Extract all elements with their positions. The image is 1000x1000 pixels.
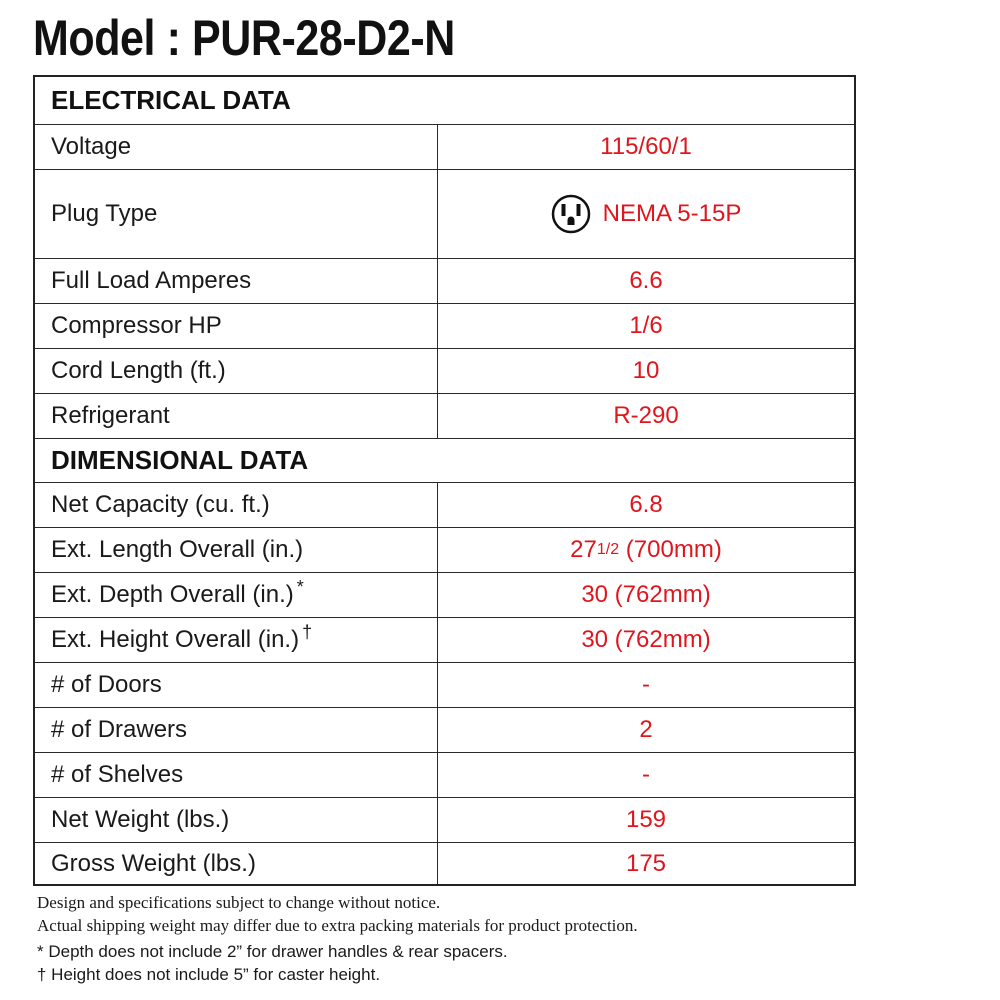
table-row-cord-length <box>35 349 854 394</box>
section-title: DIMENSIONAL DATA <box>51 445 309 475</box>
row-value: R-290 <box>613 402 679 429</box>
plug-type-value: NEMA 5-15P <box>602 200 742 227</box>
row-label: Compressor HP <box>35 304 438 348</box>
row-value: 6.8 <box>629 491 663 518</box>
row-label: Net Capacity (cu. ft.) <box>35 483 438 527</box>
row-label <box>35 618 438 662</box>
height-footnote: † Height does not include 5” for caster height. <box>37 965 381 984</box>
shipping-weight-note: Actual shipping weight may differ due to extra packing materials for product protection. <box>37 916 638 935</box>
table-row-plug-type <box>35 170 854 259</box>
row-value <box>438 528 854 572</box>
table-row-drawers <box>35 708 854 753</box>
table-row-ext-depth <box>35 573 854 618</box>
row-label: Net Weight (lbs.) <box>35 798 438 842</box>
row-label <box>35 573 438 617</box>
row-label: # of Doors <box>35 663 438 707</box>
row-value: 6.6 <box>629 267 663 294</box>
length-fraction: 1/2 <box>596 541 620 558</box>
row-value: 2 <box>639 716 653 743</box>
row-label: Plug Type <box>35 170 438 258</box>
row-value: 30 (762mm) <box>581 626 711 653</box>
table-row-full-load-amperes <box>35 259 854 304</box>
spec-table <box>33 75 856 886</box>
table-row-compressor-hp <box>35 304 854 349</box>
length-metric: (700mm) <box>619 536 722 563</box>
row-value <box>438 170 854 258</box>
row-label: # of Shelves <box>35 753 438 797</box>
table-row-net-weight <box>35 798 854 843</box>
table-row-voltage <box>35 125 854 170</box>
row-value: 30 (762mm) <box>581 581 711 608</box>
disclaimer-note: Design and specifications subject to change without notice. <box>37 893 441 912</box>
row-label: Cord Length (ft.) <box>35 349 438 393</box>
length-whole: 27 <box>570 536 597 563</box>
row-value: 175 <box>625 849 667 877</box>
footnote-mark: † <box>302 621 313 642</box>
section-header-dimensional <box>35 439 854 483</box>
table-row-gross-weight <box>35 843 854 884</box>
table-row-refrigerant <box>35 394 854 439</box>
row-label: Refrigerant <box>35 394 438 438</box>
section-header-electrical <box>35 77 854 125</box>
footnote-mark: * <box>296 576 304 597</box>
row-value: 10 <box>632 357 660 384</box>
row-label: Voltage <box>35 125 438 169</box>
row-value: 115/60/1 <box>600 133 692 160</box>
section-title: ELECTRICAL DATA <box>51 85 291 115</box>
depth-footnote: * Depth does not include 2” for drawer handles & rear spacers. <box>37 942 508 961</box>
depth-label: Ext. Depth Overall (in.) <box>51 581 294 608</box>
nema-5-15p-plug-icon <box>551 194 591 234</box>
row-value: 1/6 <box>629 312 663 339</box>
table-row-shelves <box>35 753 854 798</box>
row-label: Gross Weight (lbs.) <box>35 843 438 884</box>
height-label: Ext. Height Overall (in.) <box>51 626 300 653</box>
row-label: # of Drawers <box>35 708 438 752</box>
row-label: Ext. Length Overall (in.) <box>35 528 438 572</box>
page-title: Model : PUR-28-D2-N <box>33 10 455 66</box>
table-row-net-capacity <box>35 483 854 528</box>
table-row-ext-height <box>35 618 854 663</box>
row-value: 159 <box>625 806 667 833</box>
row-value: - <box>642 761 650 788</box>
table-row-doors <box>35 663 854 708</box>
row-value: - <box>642 671 650 698</box>
row-label: Full Load Amperes <box>35 259 438 303</box>
table-row-ext-length <box>35 528 854 573</box>
